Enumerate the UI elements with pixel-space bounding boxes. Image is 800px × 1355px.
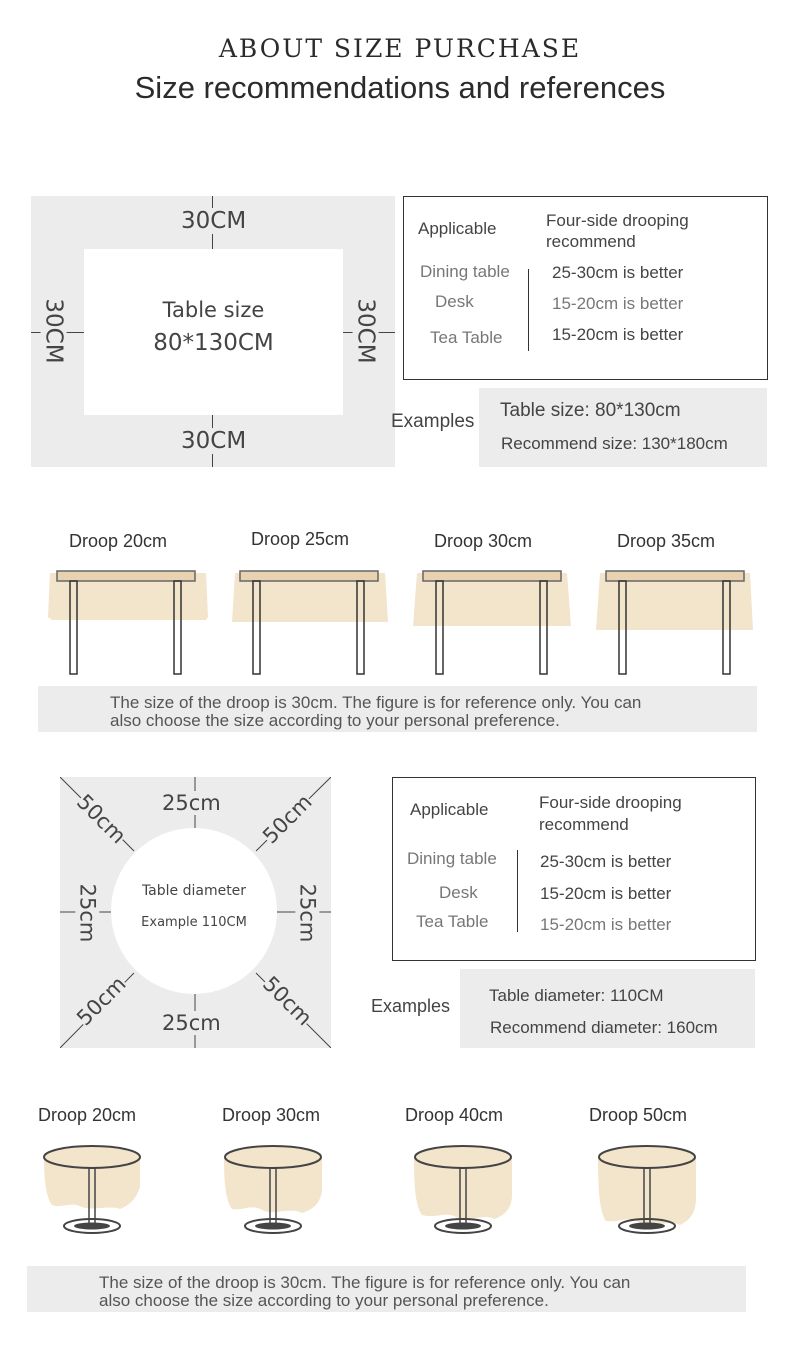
rect-size-diagram bbox=[31, 196, 395, 467]
examples-label: Examples bbox=[371, 996, 451, 1016]
examples-label: Examples bbox=[391, 411, 475, 432]
table-size-label: Table size bbox=[162, 298, 265, 322]
row-name-tea: Tea Table bbox=[430, 328, 503, 347]
round-table-droop-40 bbox=[414, 1146, 512, 1233]
example-table-size: Table size: 80*130cm bbox=[500, 400, 681, 421]
rect-table-droop-30 bbox=[413, 571, 571, 674]
round-note-panel bbox=[27, 1266, 746, 1312]
table-diameter-label: Table diameter bbox=[141, 883, 247, 899]
row-value-dining: 25-30cm is better bbox=[552, 263, 684, 282]
rect-table-droop-20 bbox=[48, 571, 208, 674]
rect-note-panel bbox=[38, 686, 757, 732]
round-table-droop-30 bbox=[224, 1146, 322, 1233]
round-info-box bbox=[392, 777, 756, 961]
diag-bl-label: 50cm bbox=[72, 971, 131, 1031]
rect-info-box bbox=[403, 196, 768, 380]
diag-br-label: 50cm bbox=[258, 971, 317, 1031]
row-value-desk: 15-20cm is better bbox=[552, 294, 684, 313]
row-name-tea: Tea Table bbox=[416, 912, 489, 931]
round-droop-illustrations bbox=[0, 1135, 800, 1245]
note-line2: also choose the size according to your personal preference. bbox=[99, 1291, 549, 1310]
row-name-desk: Desk bbox=[439, 883, 478, 902]
note-line2: also choose the size according to your personal preference. bbox=[110, 711, 560, 730]
right-margin-label: 30CM bbox=[352, 298, 379, 364]
section-title: ABOUT SIZE PURCHASE bbox=[218, 34, 582, 63]
left-margin-label: 30CM bbox=[40, 298, 67, 364]
droop-label: Droop 30cm bbox=[434, 531, 533, 551]
droop-label: Droop 25cm bbox=[251, 529, 350, 549]
table-divider bbox=[528, 269, 529, 351]
rect-table-droop-25 bbox=[232, 571, 388, 674]
round-table-droop-50 bbox=[598, 1146, 696, 1233]
row-name-dining: Dining table bbox=[407, 849, 497, 868]
row-name-dining: Dining table bbox=[420, 262, 510, 281]
droop-label: Droop 30cm bbox=[222, 1105, 321, 1125]
recommend-line1: Four-side drooping bbox=[539, 793, 682, 812]
droop-label: Droop 50cm bbox=[589, 1105, 688, 1125]
diag-tr-label: 50cm bbox=[258, 789, 317, 849]
row-value-dining: 25-30cm is better bbox=[540, 852, 672, 871]
droop-label: Droop 40cm bbox=[405, 1105, 504, 1125]
round-size-diagram bbox=[60, 777, 331, 1048]
recommend-line2: recommend bbox=[539, 815, 629, 834]
example-table-diameter: Table diameter: 110CM bbox=[489, 986, 664, 1005]
row-name-desk: Desk bbox=[435, 292, 474, 311]
top-margin-label: 30CM bbox=[181, 208, 247, 234]
table-size-value: 80*130CM bbox=[153, 330, 274, 356]
recommend-line2: recommend bbox=[546, 232, 636, 251]
row-value-tea: 15-20cm is better bbox=[552, 325, 684, 344]
rect-examples-panel bbox=[479, 388, 767, 467]
droop-label: Droop 35cm bbox=[617, 531, 716, 551]
rect-table-droop-35 bbox=[596, 571, 753, 674]
row-value-desk: 15-20cm is better bbox=[540, 884, 672, 903]
note-line1: The size of the droop is 30cm. The figure is for reference only. You can bbox=[99, 1273, 631, 1292]
round-examples-panel bbox=[460, 969, 755, 1048]
top-margin-label: 25cm bbox=[162, 791, 221, 815]
diag-tl-label: 50cm bbox=[72, 789, 131, 849]
droop-label: Droop 20cm bbox=[38, 1105, 137, 1125]
table-divider bbox=[517, 850, 518, 932]
recommend-line1: Four-side drooping bbox=[546, 211, 689, 230]
droop-label: Droop 20cm bbox=[69, 531, 168, 551]
row-value-tea: 15-20cm is better bbox=[540, 915, 672, 934]
applicable-label: Applicable bbox=[410, 800, 489, 819]
round-table-droop-20 bbox=[44, 1146, 140, 1233]
bottom-margin-label: 30CM bbox=[181, 428, 247, 454]
section-subtitle: Size recommendations and references bbox=[134, 70, 666, 105]
example-recommend-diameter: Recommend diameter: 160cm bbox=[490, 1018, 718, 1037]
right-margin-label: 25cm bbox=[295, 883, 320, 943]
left-margin-label: 25cm bbox=[75, 883, 100, 943]
rect-droop-illustrations bbox=[0, 560, 800, 680]
table-diameter-value: Example 110CM bbox=[141, 915, 247, 930]
bottom-margin-label: 25cm bbox=[162, 1011, 221, 1035]
applicable-label: Applicable bbox=[418, 219, 497, 238]
note-line1: The size of the droop is 30cm. The figure is for reference only. You can bbox=[110, 693, 642, 712]
example-recommend-size: Recommend size: 130*180cm bbox=[501, 434, 728, 453]
